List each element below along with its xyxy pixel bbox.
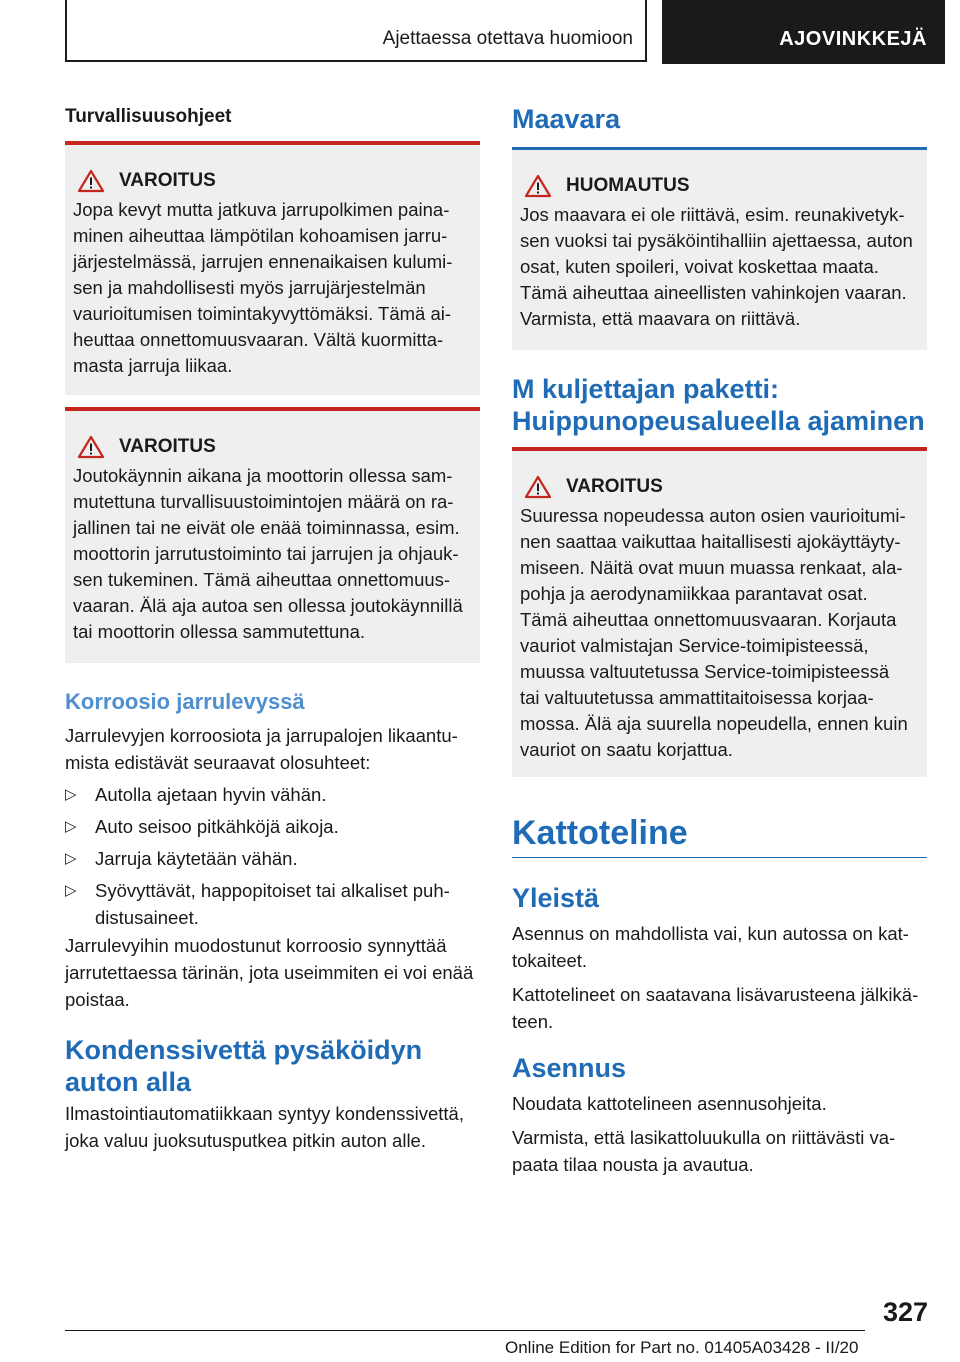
warning-text-line: Tämä aiheuttaa onnettomuusvaaran. Korjauta [520, 609, 897, 630]
chapter-rule [512, 857, 927, 858]
warning-text-line: mossa. Älä aja suurella nopeudella, ennen kuin [520, 713, 908, 734]
page-number: 327 [883, 1297, 929, 1327]
notice-text-line: Tämä aiheuttaa aineellisten vahinkojen vaaran. [520, 282, 907, 303]
corrosion-conditions-list [65, 781, 480, 936]
warning-box-header [520, 473, 919, 501]
corrosion-intro [65, 722, 480, 776]
notice-text-line: osat, kuten spoileri, voivat koskettaa maata. [520, 256, 879, 277]
triangle-right-bullet-icon: ▷ [65, 818, 77, 835]
warning-text-line: muussa valtuutetussa Service-toimipisteessä [520, 661, 890, 682]
warning-text-line: Jopa kevyt mutta jatkuva jarrupolkimen paina- [73, 199, 450, 220]
warning-box-high-speed [512, 447, 927, 777]
notice-box-ground-clearance [512, 150, 927, 350]
warning-text-line: heuttaa onnettomuusvaaran. Vältä kuormitta- [73, 329, 444, 350]
warning-triangle-icon [77, 435, 105, 459]
warning-text-line: pohja ja aerodynamiikkaa parantavat osat. [520, 583, 868, 604]
notice-box-header [520, 172, 919, 200]
warning-text-line: vaaran. Älä aja autoa sen ollessa joutokäynnillä [73, 595, 463, 616]
warning-triangle-icon [524, 174, 552, 198]
corrosion-heading: Korroosio jarrulevyssä [65, 689, 305, 714]
condensation-heading: Kondenssivettä pysäköidyn auton alla [65, 1035, 423, 1097]
condensation-text-line: Ilmastointiautomatiikkaan syntyy kondenssivettä, [65, 1103, 464, 1124]
corrosion-outro-line: Jarrulevyihin muodostunut korroosio synnyttää [65, 935, 447, 956]
header-section-title: Ajettaessa otettava huomioon [382, 28, 633, 49]
warning-box-header [73, 167, 472, 195]
corrosion-intro-line: Jarrulevyjen korroosiota ja jarrupalojen likaantu- [65, 725, 458, 746]
list-item: ▷ Syövyttävät, happopitoiset tai alkaliset puh- distusaineet. [65, 877, 480, 931]
warning-box-idle-engine [65, 407, 480, 663]
warning-text-line: vaurioitumisen toimintakyvyttömäksi. Tämä ai- [73, 303, 452, 324]
warning-text-line: minen aiheuttaa lämpötilan kohoamisen jarru- [73, 225, 448, 246]
list-item: ▷ Autolla ajetaan hyvin vähän. [65, 781, 480, 808]
warning-text-line: tai moottorin ollessa sammutettuna. [73, 621, 366, 642]
warning-text-line: vauriot valmistajan Service-toimipisteessä, [520, 635, 869, 656]
warning-box-brake-pedal [65, 141, 480, 395]
condensation-text-line: joka valuu juoksutusputkea pitkin auton alle. [65, 1130, 426, 1151]
ground-clearance-heading: Maavara [512, 104, 621, 134]
header-chapter-label: AJOVINKKEJÄ [779, 28, 927, 50]
warning-text-line: järjestelmässä, jarrujen ennenaikaisen kulumi- [73, 251, 453, 272]
general-heading: Yleistä [512, 883, 600, 913]
warning-text-line: vauriot on saatu korjattua. [520, 739, 733, 760]
triangle-right-bullet-icon: ▷ [65, 850, 77, 867]
safety-instructions-heading: Turvallisuusohjeet [65, 106, 232, 127]
list-item: ▷ Jarruja käytetään vähän. [65, 845, 480, 872]
m-driver-package-heading: M kuljettajan paketti: Huippunopeusalueella ajaminen [512, 374, 925, 436]
general-text: Asennus on mahdollista vai, kun autossa on kat- tokaiteet. Kattotelineet on saatavana lisävarusteena jälkikä- teen. [512, 923, 919, 1032]
footer-rule [65, 1330, 865, 1331]
footer-edition: Online Edition for Part no. 01405A03428 - II/20 [505, 1338, 859, 1357]
triangle-right-bullet-icon: ▷ [65, 786, 77, 803]
warning-text-line: jallinen tai ne eivät ole enää toiminnassa, esim. [73, 517, 460, 538]
installation-text: Noudata kattotelineen asennusohjeita. Varmista, että lasikattoluukulla on riittävästi va- paata tilaa nousta ja avautua. [512, 1093, 896, 1175]
condensation-text [65, 1100, 485, 1154]
installation-heading: Asennus [512, 1053, 627, 1083]
corrosion-outro-line: poistaa. [65, 989, 130, 1010]
warning-text-line: sen ja mahdollisesti myös jarrujärjestelmän [73, 277, 426, 298]
triangle-right-bullet-icon: ▷ [65, 882, 77, 899]
warning-text-line: miseen. Näitä ovat muun muassa renkaat, ala- [520, 557, 903, 578]
warning-text-line: masta jarruja liikaa. [73, 355, 233, 376]
notice-text-line: sen vuoksi tai pysäköintihalliin ajettaessa, auton [520, 230, 913, 251]
warning-box-header [73, 433, 472, 461]
warning-text-line: sen tukeminen. Tämä aiheuttaa onnettomuus- [73, 569, 451, 590]
notice-text-line: Jos maavara ei ole riittävä, esim. reunakivetyk- [520, 204, 905, 225]
warning-text-line: nen saattaa vaikuttaa haitallisesti ajokäyttäyty- [520, 531, 901, 552]
list-item: ▷ Auto seisoo pitkähköjä aikoja. [65, 813, 480, 840]
warning-text-line: tai valtuutetussa ammattitaitoisessa korjaa- [520, 687, 874, 708]
corrosion-intro-line: mista edistävät seuraavat olosuhteet: [65, 752, 371, 773]
warning-text-line: Suuressa nopeudessa auton osien vaurioitumi- [520, 505, 906, 526]
roof-rack-heading: Kattoteline [512, 814, 688, 852]
header-chapter-tab [662, 0, 945, 64]
notice-label: HUOMAUTUS [566, 175, 690, 196]
running-header [65, 0, 945, 64]
warning-triangle-icon [77, 169, 105, 193]
warning-triangle-icon [524, 475, 552, 499]
warning-text-line: moottorin jarrutustoiminto tai jarrujen ja ohjauk- [73, 543, 459, 564]
warning-label: VAROITUS [119, 436, 216, 457]
warning-label: VAROITUS [566, 476, 663, 497]
warning-label: VAROITUS [119, 170, 216, 191]
corrosion-outro [65, 932, 485, 1013]
header-section-box [65, 0, 647, 62]
notice-text-line: Varmista, että maavara on riittävä. [520, 308, 801, 329]
corrosion-outro-line: jarrutettaessa tärinän, jota useimmiten ei voi enää [65, 962, 474, 983]
warning-text-line: Joutokäynnin aikana ja moottorin ollessa sam- [73, 465, 453, 486]
warning-text-line: mutettuna turvallisuustoimintojen määrä on ra- [73, 491, 454, 512]
